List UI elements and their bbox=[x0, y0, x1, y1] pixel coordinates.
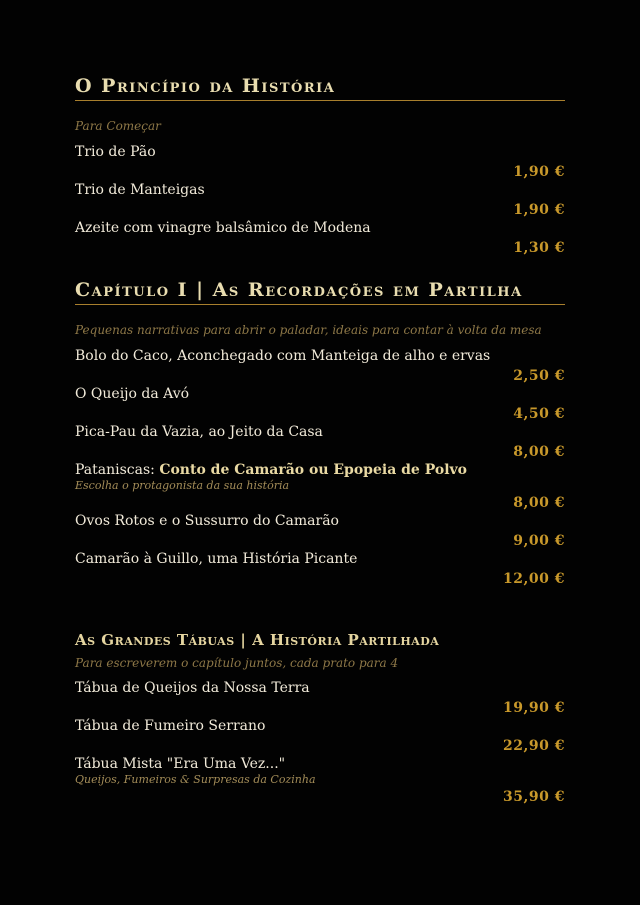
section-rule bbox=[75, 100, 565, 101]
item-price: 1,90 € bbox=[513, 164, 565, 180]
item-name: Ovos Rotos e o Sussurro do Camarão bbox=[75, 513, 339, 529]
section-subtitle: Para Começar bbox=[75, 119, 161, 133]
item-list bbox=[75, 680, 565, 805]
item-name-highlight: Conto de Camarão ou Epopeia de Polvo bbox=[159, 462, 467, 478]
item-price: 8,00 € bbox=[513, 444, 565, 460]
item-price: 22,90 € bbox=[503, 738, 565, 754]
item-name: Camarão à Guillo, uma História Picante bbox=[75, 551, 358, 567]
item-list bbox=[75, 144, 565, 256]
item-price: 2,50 € bbox=[513, 368, 565, 384]
menu-item bbox=[75, 462, 565, 511]
item-price: 4,50 € bbox=[513, 406, 565, 422]
menu-item bbox=[75, 551, 565, 587]
item-name: Pica-Pau da Vazia, ao Jeito da Casa bbox=[75, 424, 323, 440]
item-name: Tábua de Queijos da Nossa Terra bbox=[75, 680, 310, 696]
item-price: 1,30 € bbox=[513, 240, 565, 256]
menu-item bbox=[75, 386, 565, 422]
item-name: Trio de Manteigas bbox=[75, 182, 205, 198]
menu-item bbox=[75, 424, 565, 460]
item-name: Bolo do Caco, Aconchegado com Manteiga de alho e ervas bbox=[75, 348, 491, 364]
item-price: 12,00 € bbox=[503, 571, 565, 587]
menu-item bbox=[75, 513, 565, 549]
section-rule bbox=[75, 304, 565, 305]
section-title: O Princípio da História bbox=[75, 75, 336, 97]
menu-item bbox=[75, 144, 565, 180]
item-price: 1,90 € bbox=[513, 202, 565, 218]
item-name-prefix: Pataniscas: bbox=[75, 462, 160, 478]
section-capitulo-1 bbox=[75, 278, 565, 805]
item-description: Queijos, Fumeiros & Surpresas da Cozinha bbox=[75, 773, 316, 786]
menu-item bbox=[75, 220, 565, 256]
item-price: 35,90 € bbox=[503, 789, 565, 805]
item-price: 8,00 € bbox=[513, 495, 565, 511]
item-name: Azeite com vinagre balsâmico de Modena bbox=[75, 220, 371, 236]
item-price: 9,00 € bbox=[513, 533, 565, 549]
item-name: Tábua de Fumeiro Serrano bbox=[75, 718, 266, 734]
menu-item bbox=[75, 182, 565, 218]
menu-item bbox=[75, 348, 565, 384]
subsection-title: As Grandes Tábuas | A História Partilhada bbox=[75, 631, 440, 649]
menu-item bbox=[75, 756, 565, 805]
menu-item bbox=[75, 680, 565, 716]
item-description: Escolha o protagonista da sua história bbox=[75, 479, 290, 492]
item-name bbox=[75, 462, 565, 479]
item-name: Tábua Mista "Era Uma Vez..." bbox=[75, 756, 286, 772]
menu-item bbox=[75, 718, 565, 754]
item-name: O Queijo da Avó bbox=[75, 386, 190, 402]
item-list bbox=[75, 348, 565, 587]
item-price: 19,90 € bbox=[503, 700, 565, 716]
section-principio bbox=[75, 74, 565, 256]
item-name: Trio de Pão bbox=[75, 144, 156, 160]
section-title: Capítulo I | As Recordações em Partilha bbox=[75, 279, 523, 301]
subsection-subtitle: Para escreverem o capítulo juntos, cada prato para 4 bbox=[75, 656, 399, 670]
subsection-grandes-tabuas bbox=[75, 631, 565, 805]
section-subtitle: Pequenas narrativas para abrir o paladar, ideais para contar à volta da mesa bbox=[75, 323, 542, 337]
